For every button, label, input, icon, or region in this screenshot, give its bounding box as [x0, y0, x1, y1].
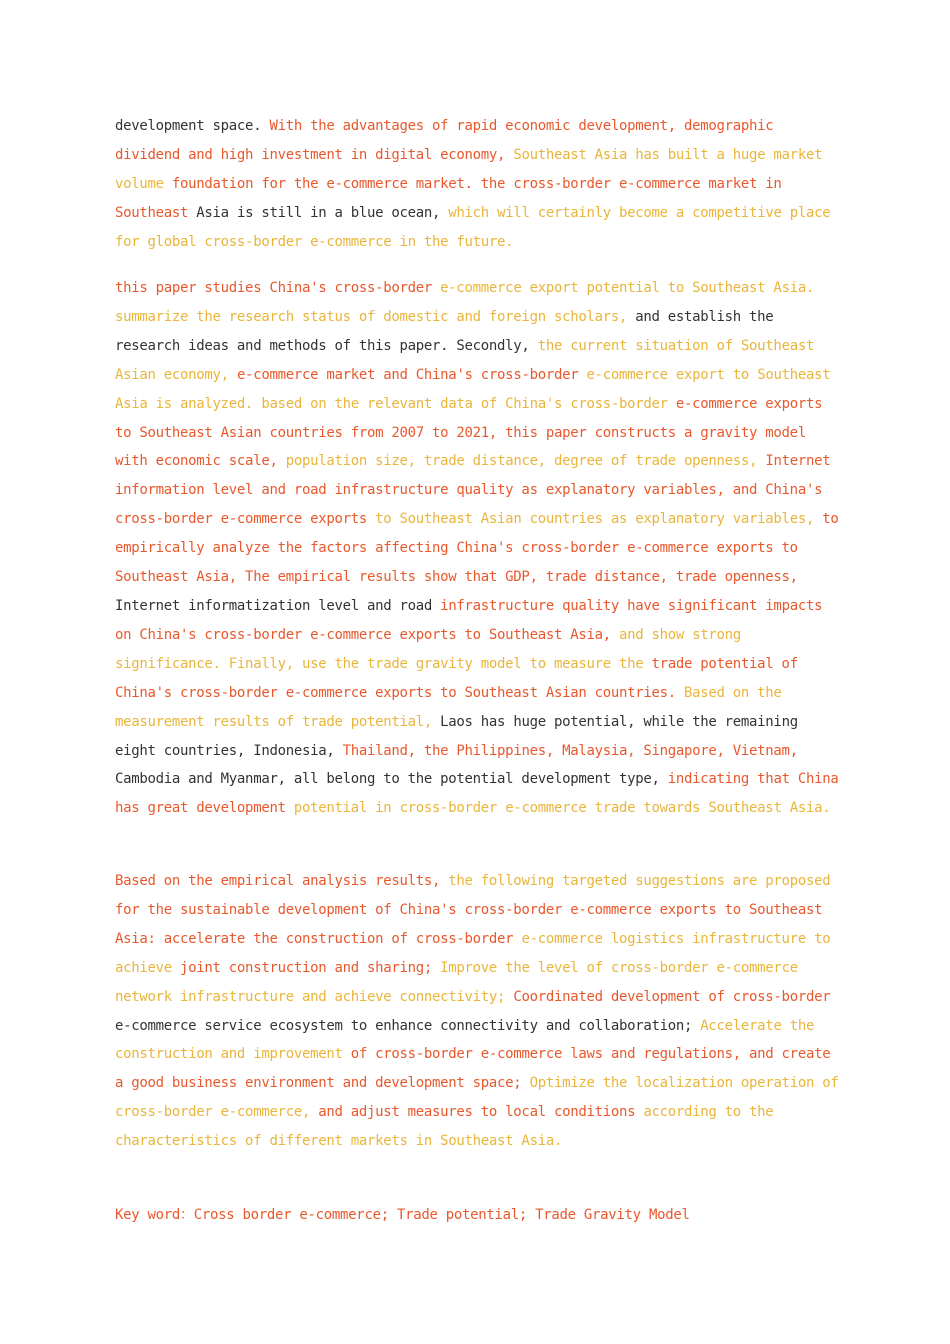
text-segment: e-commerce export to Southeast Asia is analyzed. based on the relevant data of China's cross-border — [115, 366, 831, 412]
abstract-paragraph-2 — [115, 274, 845, 823]
text-segment: Southeast Asia has built a huge market volume — [115, 146, 823, 192]
text-segment: according to the characteristics of different markets in Southeast Asia. — [115, 1104, 774, 1150]
text-segment: e-commerce logistics infrastructure to achieve — [115, 930, 831, 976]
text-segment: development space. — [115, 118, 270, 134]
text-segment: for the sustainable development of China's cross-border e-commerce exports to Southeast Asia: accelerate the construction of cross-border — [115, 901, 823, 947]
text-segment: Based on the measurement results of trade potential, — [115, 684, 782, 730]
text-segment: Improve the level of cross-border e-commerce network infrastructure and achieve connectivity; — [115, 959, 798, 1005]
text-segment: of cross-border e-commerce laws and regulations, and create a good business environment and development space; — [115, 1046, 831, 1092]
text-segment: e-commerce market and China's cross-border — [236, 366, 587, 383]
text-segment: e-commerce exports to Southeast Asian countries from 2007 to 2021, this paper constructs a gravity model with economic scale, — [115, 395, 823, 470]
text-segment: Internet information level and road infrastructure quality as explanatory variables, and China's cross-border e-commerce exports — [115, 453, 831, 528]
text-segment: infrastructure quality have significant impacts on China's cross-border e-commerce exports to Southeast Asia, — [115, 597, 823, 643]
text-segment: e-commerce service ecosystem to enhance connectivity and collaboration; — [115, 1017, 701, 1034]
text-segment: indicating that China has great development — [115, 771, 839, 817]
text-segment: trade potential of China's cross-border e-commerce exports to Southeast Asian countries. — [115, 655, 798, 701]
text-segment: Laos has huge potential, while the remaining eight countries, Indonesia, — [115, 713, 798, 759]
text-segment: Cambodia and Myanmar, all belong to the potential development type, — [115, 771, 668, 788]
text-segment: Accelerate the construction and improvement — [115, 1017, 815, 1063]
keywords-line — [115, 1201, 845, 1230]
text-segment: which will certainly become a competitive place for global cross-border e-commerce in the future. — [115, 204, 831, 250]
abstract-paragraph-1 — [115, 112, 845, 257]
text-segment: potential in cross-border e-commerce trade towards Southeast Asia. — [293, 800, 831, 817]
keywords-text: Cross border e-commerce; Trade potential; Trade Gravity Model — [193, 1207, 690, 1223]
text-segment: Internet informatization level and road — [115, 597, 441, 614]
abstract-paragraph-3 — [115, 867, 845, 1156]
text-segment: joint construction and sharing; — [180, 959, 441, 976]
text-segment: Optimize the localization operation of cross-border e-commerce, — [115, 1075, 839, 1121]
text-segment: With the advantages of rapid economic development, demographic dividend and high investment in digital economy, — [115, 118, 774, 163]
text-segment: to empirically analyze the factors affecting China's cross-border e-commerce exports to Southeast Asia, The empirical results show that GDP, trade distance, trade openness, — [115, 511, 839, 586]
text-segment: the current situation of Southeast Asian economy, — [115, 337, 815, 383]
text-segment: Thailand, the Philippines, Malaysia, Singapore, Vietnam, — [342, 742, 798, 759]
text-segment: the following targeted suggestions are proposed — [448, 873, 831, 889]
text-segment: to Southeast Asian countries as explanatory variables, — [375, 511, 823, 528]
keywords-label: Key word： — [115, 1207, 194, 1223]
text-segment: population size, trade distance, degree of trade openness, — [285, 453, 766, 470]
text-segment: Based on the empirical analysis results, — [115, 873, 449, 889]
text-segment: Asia is still in a blue ocean, — [196, 204, 449, 221]
text-segment: and show strong significance. Finally, use the trade gravity model to measure the — [115, 626, 741, 672]
text-segment: e-commerce export potential to Southeast Asia. summarize the research status of domestic and foreign scholars, — [115, 280, 815, 325]
text-segment: and establish the research ideas and methods of this paper. Secondly, — [115, 308, 774, 354]
text-segment: Coordinated development of cross-border — [513, 988, 831, 1005]
text-segment: and adjust measures to local conditions — [318, 1104, 644, 1121]
text-segment: this paper studies China's cross-border — [115, 280, 441, 296]
text-segment: foundation for the e-commerce market. the cross-border e-commerce market in Southeast — [115, 175, 782, 221]
